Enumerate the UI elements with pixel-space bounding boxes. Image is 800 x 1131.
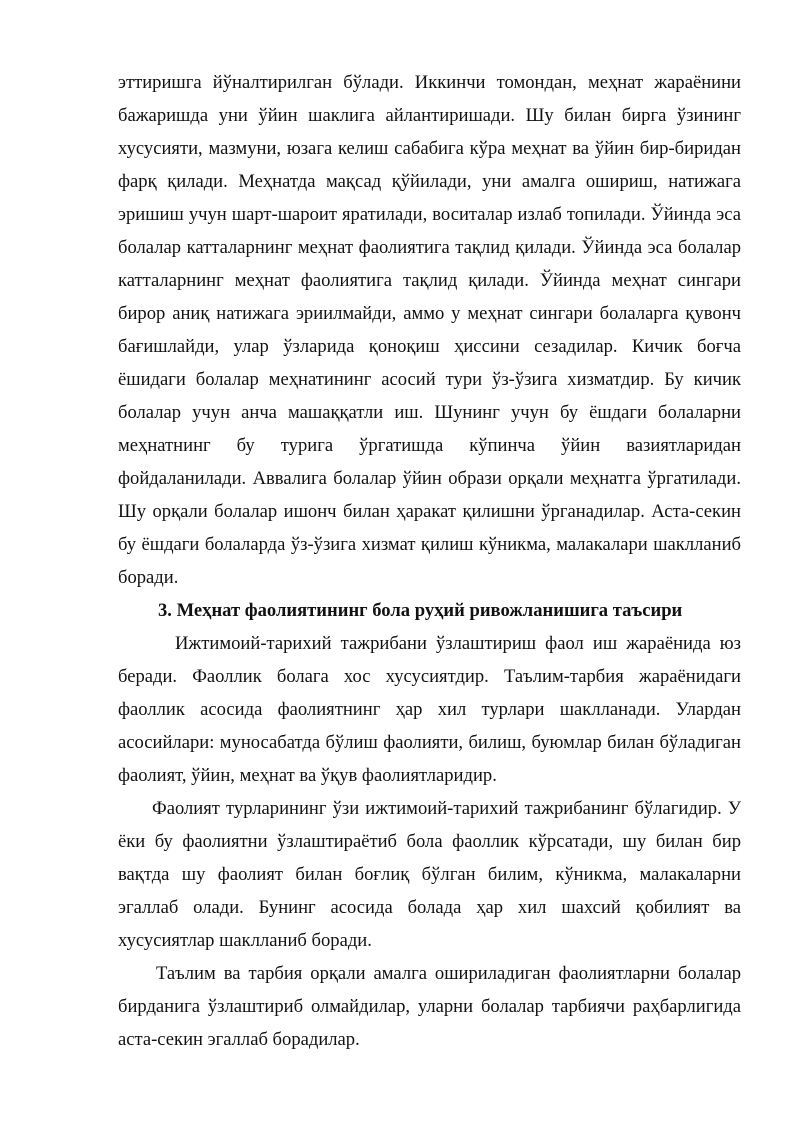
paragraph-intro: эттиришга йўналтирилган бўлади. Иккинчи томондан, меҳнат жараёнини бажаришда уни ўйин шаклига айлантиришади. Шу билан бирга ўзининг хусусияти, мазмуни, юзага келиш сабабига кўра меҳнат ва ўйин бир-биридан фарқ қилади. Меҳнатда мақсад қўйилади, уни амалга ошириш, натижага эришиш учун шарт-шароит яратилади, воситалар излаб топилади. Ўйинда эса болалар катталарнинг меҳнат фаолиятига тақлид қилади. Ўйинда эса болалар катталарнинг меҳнат фаолиятига тақлид қилади. Ўйинда меҳнат сингари бирор аниқ натижага эриилмайди, аммо у меҳнат сингари болаларга қувонч бағишлайди, улар ўзларида қоноқиш ҳиссини сезадилар. Кичик боғча ёшидаги болалар меҳнатининг асосий тури ўз-ўзига хизматдир. Бу кичик болалар учун анча машаққатли иш. Шунинг учун бу ёшдаги болаларни меҳнатнинг бу турига ўргатишда кўпинча ўйин вазиятларидан фойдаланилади. Аввалига болалар ўйин образи орқали меҳнатга ўргатилади. Шу орқали болалар ишонч билан ҳаракат қилишни ўрганадилар. Аста-секин бу ёшдаги болаларда ўз-ўзига хизмат қилиш кўникма, малакалари шаклланиб боради. xyxy=(118,72,741,588)
paragraph-2: Фаолият турларининг ўзи ижтимоий-тарихий тажрибанинг бўлагидир. У ёки бу фаолиятни ўзлаштираётиб бола фаоллик кўрсатади, шу билан бир вақтда шу фаолият билан боғлиқ бўлган билим, кўникма, малакаларни эгаллаб олади. Бунинг асосида болада ҳар хил шахсий қобилият ва хусусиятлар шаклланиб боради. xyxy=(118,798,741,951)
section-heading: 3. Меҳнат фаолиятининг бола руҳий ривожланишига таъсири xyxy=(158,600,683,621)
paragraph-1: Ижтимоий-тарихий тажрибани ўзлаштириш фаол иш жараёнида юз беради. Фаоллик болага хос хусусиятдир. Таълим-тарбия жараёнидаги фаоллик асосида фаолиятнинг ҳар хил турлари шаклланади. Улардан асосийлари: муносабатда бўлиш фаолияти, билиш, буюмлар билан бўладиган фаолият, ўйин, меҳнат ва ўқув фаолиятларидир. xyxy=(118,633,741,786)
paragraph-3: Таълим ва тарбия орқали амалга ошириладиган фаолиятларни болалар бирданига ўзлаштириб олмайдилар, уларни болалар тарбиячи раҳбарлигида аста-секин эгаллаб борадилар. xyxy=(118,963,741,1050)
document-page xyxy=(118,66,741,1056)
